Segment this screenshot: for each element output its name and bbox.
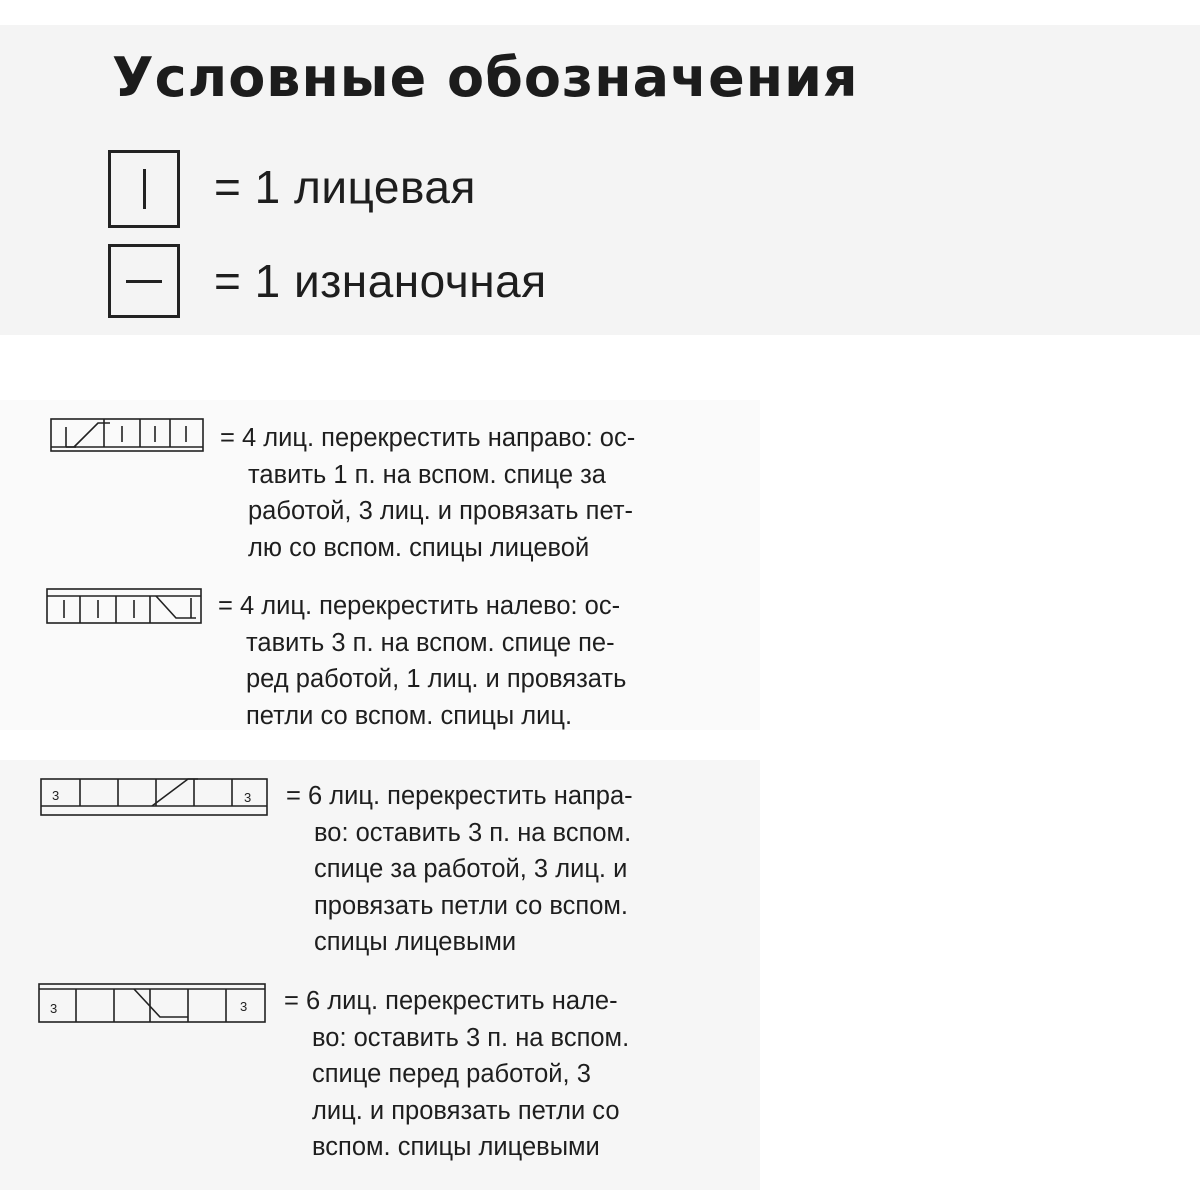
cable-box-digit: 3 [244, 790, 252, 805]
cable-box-digit: 3 [240, 999, 248, 1014]
cable-box-digit: 3 [52, 788, 60, 803]
knit-stitch-label: = 1 лицевая [214, 161, 476, 213]
purl-stitch-symbol-icon [108, 244, 180, 318]
page-title: Условные обозначения [112, 46, 859, 109]
description-line: спице перед работой, 3 [312, 1060, 591, 1088]
cable-box-digit: 3 [50, 1001, 58, 1016]
knit-stitch-symbol-icon [108, 150, 180, 228]
cable-4-left-description [218, 588, 626, 734]
description-line: спицы лицевыми [314, 928, 517, 956]
cable-4-right-cross-icon [50, 418, 204, 452]
cable-4-right-description [220, 420, 635, 566]
description-line: лю со вспом. спицы лицевой [248, 533, 590, 562]
description-line: тавить 1 п. на вспом. спице за [248, 460, 606, 489]
cable-4-left-cross-icon [46, 588, 202, 624]
description-line: провязать петли со вспом. [314, 891, 628, 920]
description-line: петли со вспом. спицы лиц. [246, 701, 573, 730]
description-line: = 4 лиц. перекрестить налево: ос- [218, 592, 621, 620]
description-line: ред работой, 1 лиц. и провязать [246, 665, 627, 693]
description-line: лиц. и провязать петли со [312, 1096, 620, 1125]
purl-stitch-label: = 1 изнаночная [214, 255, 547, 307]
description-line: = 4 лиц. перекрестить направо: ос- [220, 424, 636, 452]
description-line: во: оставить 3 п. на вспом. [314, 818, 632, 847]
cable-6-left-description [284, 983, 629, 1166]
cable-6-right-description [286, 778, 633, 961]
description-line: = 6 лиц. перекрестить напра- [286, 782, 633, 810]
description-line: тавить 3 п. на вспом. спице пе- [246, 628, 615, 657]
description-line: спице за работой, 3 лиц. и [314, 855, 628, 883]
description-line: во: оставить 3 п. на вспом. [312, 1023, 630, 1052]
description-line: работой, 3 лиц. и провязать пет- [248, 497, 633, 525]
description-line: вспом. спицы лицевыми [312, 1133, 600, 1161]
cable-6-right-cross-icon [40, 778, 268, 816]
cable-6-left-cross-icon [38, 983, 266, 1023]
description-line: = 6 лиц. перекрестить нале- [284, 987, 618, 1015]
